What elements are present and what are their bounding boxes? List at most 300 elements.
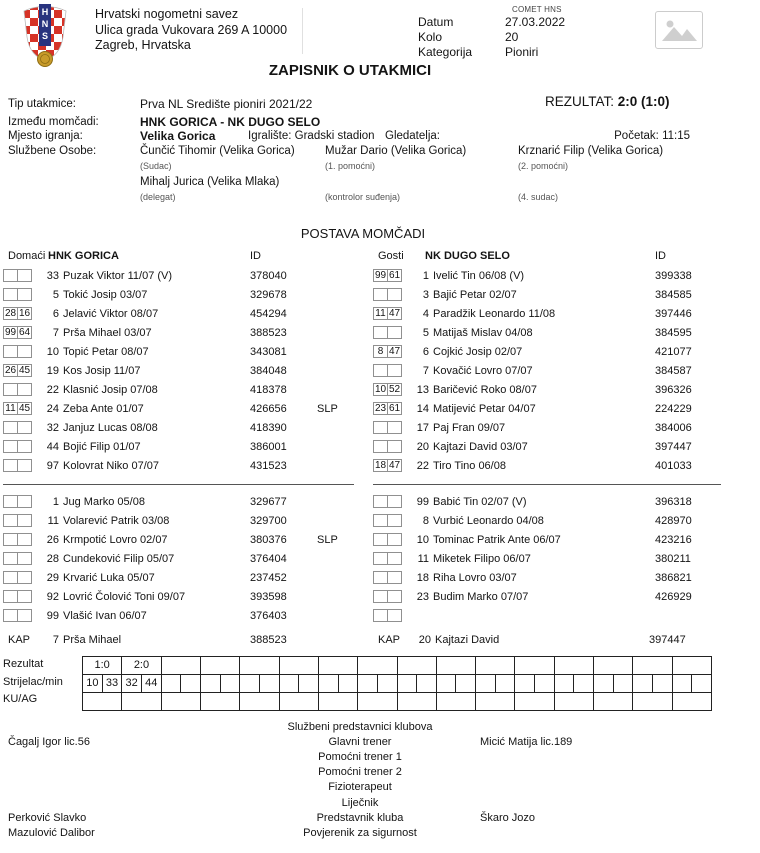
teams-label: Između momčadi: xyxy=(8,116,99,128)
captain-number: 20 xyxy=(418,633,431,646)
player-number: 5 xyxy=(52,288,59,301)
away-subs-list xyxy=(373,492,725,625)
player-row xyxy=(373,285,725,304)
player-name: Krmpotić Lovro 02/07 xyxy=(63,533,168,546)
scorer-number xyxy=(240,675,260,692)
scorer-minute-cell xyxy=(162,675,200,693)
player-id: 376403 xyxy=(250,609,287,622)
player-number: 22 xyxy=(46,383,59,396)
score-column xyxy=(594,657,633,710)
sub-box: 28 xyxy=(4,308,17,319)
sub-minute-boxes xyxy=(373,533,407,546)
scorer-minute xyxy=(260,675,279,692)
scorer-number xyxy=(555,675,575,692)
player-row xyxy=(373,549,725,568)
sub-box: 52 xyxy=(388,384,401,395)
scorer-number xyxy=(673,675,693,692)
player-id: 386001 xyxy=(250,440,287,453)
scorer-minute-cell xyxy=(515,675,553,693)
player-id: 384006 xyxy=(655,421,692,434)
result-cell xyxy=(201,657,239,675)
sub-minute-boxes xyxy=(3,345,37,358)
kuag-cell xyxy=(398,693,436,710)
player-row xyxy=(3,418,358,437)
datum-value: 27.03.2022 xyxy=(505,15,566,29)
kuag-cell xyxy=(633,693,671,710)
sub-box xyxy=(373,590,388,603)
away-side-label: Gosti xyxy=(378,250,404,262)
player-id: 380376 xyxy=(250,533,287,546)
player-name: Riha Lovro 03/07 xyxy=(433,571,517,584)
player-number: 33 xyxy=(46,269,59,282)
player-row xyxy=(373,587,725,606)
scorer-minute xyxy=(496,675,515,692)
player-id: 399338 xyxy=(655,269,692,282)
result-cell xyxy=(398,657,436,675)
player-row xyxy=(3,568,358,587)
player-row xyxy=(373,606,725,625)
scorer-minute xyxy=(417,675,436,692)
away-team-name: NK DUGO SELO xyxy=(425,250,510,262)
player-name: Bojić Filip 01/07 xyxy=(63,440,141,453)
player-id: 418390 xyxy=(250,421,287,434)
score-progress-table xyxy=(82,656,712,711)
rep-row xyxy=(0,765,728,780)
player-number: 29 xyxy=(46,571,59,584)
player-name: Topić Petar 08/07 xyxy=(63,345,149,358)
player-id: 418378 xyxy=(250,383,287,396)
scorer-minute xyxy=(181,675,200,692)
scorer-minute-cell xyxy=(594,675,632,693)
scorer-number xyxy=(437,675,457,692)
player-row xyxy=(373,323,725,342)
scorer-minute-cell xyxy=(398,675,436,693)
official-role: (delegat) xyxy=(140,192,176,202)
player-id: 423216 xyxy=(655,533,692,546)
sub-box xyxy=(387,364,402,377)
sub-box xyxy=(3,590,18,603)
sub-minute-boxes xyxy=(3,421,37,434)
player-id: 388523 xyxy=(250,326,287,339)
photo-icon xyxy=(659,15,699,45)
reps-title-row xyxy=(0,719,728,734)
player-row xyxy=(373,361,725,380)
player-row xyxy=(373,511,725,530)
player-id: 401033 xyxy=(655,459,692,472)
sub-box xyxy=(17,571,32,584)
player-row xyxy=(3,304,358,323)
player-name: Zeba Ante 01/07 xyxy=(63,402,144,415)
result-cell xyxy=(633,657,671,675)
sub-minute-boxes xyxy=(3,533,37,546)
sub-box: 11 xyxy=(3,402,18,415)
away-rep-name: Škaro Jozo xyxy=(480,811,536,824)
sub-box xyxy=(17,345,32,358)
rezultat-label: REZULTAT: xyxy=(545,94,615,109)
scorer-minute xyxy=(456,675,475,692)
scorer-minute xyxy=(653,675,672,692)
sub-box xyxy=(3,421,18,434)
result-cell xyxy=(162,657,200,675)
mjesto-label: Mjesto igranja: xyxy=(8,130,83,142)
player-row xyxy=(373,418,725,437)
sub-minute-boxes xyxy=(373,571,407,584)
player-name: Vlašić Ivan 06/07 xyxy=(63,609,147,622)
player-name: Kovačić Lovro 07/07 xyxy=(433,364,533,377)
official-role: (kontrolor suđenja) xyxy=(325,192,401,202)
player-row xyxy=(373,266,725,285)
kuag-cell xyxy=(555,693,593,710)
captain-label: KAP xyxy=(8,633,31,646)
sub-minute-boxes xyxy=(373,459,407,472)
scorer-number xyxy=(398,675,418,692)
player-row xyxy=(3,323,358,342)
sub-box xyxy=(3,552,18,565)
player-name: Puzak Viktor 11/07 (V) xyxy=(63,269,173,282)
svg-text:S: S xyxy=(41,31,49,41)
away-team-column xyxy=(373,246,725,649)
kuag-row-label: KU/AG xyxy=(3,693,38,705)
player-row xyxy=(373,437,725,456)
player-name: Miketek Filipo 06/07 xyxy=(433,552,531,565)
player-number: 17 xyxy=(416,421,429,434)
player-name: Ivelić Tin 06/08 (V) xyxy=(433,269,525,282)
sub-minute-boxes xyxy=(3,364,37,377)
rezultat-line xyxy=(545,94,670,109)
sub-minute-boxes xyxy=(3,552,37,565)
player-name: Jug Marko 05/08 xyxy=(63,495,145,508)
player-id: 426656 xyxy=(250,402,287,415)
sub-box xyxy=(373,440,388,453)
sub-box xyxy=(17,440,32,453)
score-column xyxy=(398,657,437,710)
player-name: Bajić Petar 02/07 xyxy=(433,288,517,301)
scorer-minute-cell xyxy=(319,675,357,693)
home-column-header xyxy=(3,246,358,266)
sub-minute-boxes xyxy=(373,590,407,603)
comet-hns-label: COMET HNS xyxy=(512,5,562,14)
org-address-line1: Ulica grada Vukovara 269 A 10000 xyxy=(95,22,288,37)
scorer-number xyxy=(358,675,378,692)
sub-box xyxy=(373,552,388,565)
player-number: 92 xyxy=(46,590,59,603)
sub-minute-boxes xyxy=(373,609,407,622)
sub-box xyxy=(387,571,402,584)
sub-minute-boxes xyxy=(373,421,407,434)
kuag-cell xyxy=(437,693,475,710)
result-cell xyxy=(319,657,357,675)
player-row xyxy=(3,456,358,475)
rep-role: Glavni trener xyxy=(328,735,392,748)
sub-box xyxy=(373,533,388,546)
player-name: Babić Tin 02/07 (V) xyxy=(433,495,527,508)
hns-crest-logo xyxy=(14,2,76,70)
result-cell xyxy=(240,657,278,675)
rep-role: Pomoćni trener 1 xyxy=(318,750,402,763)
sub-box: 45 xyxy=(18,403,31,414)
sub-box xyxy=(373,421,388,434)
player-row xyxy=(3,606,358,625)
sub-minute-boxes xyxy=(373,345,407,358)
sub-box xyxy=(17,459,32,472)
player-name: Lovrić Čolović Toni 09/07 xyxy=(63,590,186,603)
sub-minute-boxes xyxy=(3,609,37,622)
sub-box xyxy=(387,440,402,453)
player-id: 376404 xyxy=(250,552,287,565)
player-number: 99 xyxy=(46,609,59,622)
sub-minute-boxes xyxy=(373,269,407,282)
rezultat-value: 2:0 (1:0) xyxy=(617,94,670,109)
kuag-cell xyxy=(515,693,553,710)
sub-minute-boxes xyxy=(373,307,407,320)
sub-box xyxy=(3,288,18,301)
sub-box xyxy=(387,288,402,301)
sub-minute-boxes xyxy=(3,288,37,301)
scorer-number xyxy=(201,675,221,692)
sub-box xyxy=(17,590,32,603)
captain-label: KAP xyxy=(378,633,401,646)
player-number: 26 xyxy=(46,533,59,546)
sub-box xyxy=(387,609,402,622)
player-row xyxy=(373,342,725,361)
player-name: Vurbić Leonardo 04/08 xyxy=(433,514,544,527)
scorer-minute xyxy=(574,675,593,692)
rep-row xyxy=(0,749,728,764)
player-row xyxy=(3,342,358,361)
home-rep-name: Čagalj Igor lic.56 xyxy=(8,735,90,748)
result-cell xyxy=(280,657,318,675)
player-row xyxy=(373,399,725,418)
igraliste-value: Igralište: Gradski stadion xyxy=(248,130,375,142)
sub-minute-boxes xyxy=(3,307,37,320)
home-side-label: Domaći xyxy=(8,250,46,262)
sub-box xyxy=(373,514,388,527)
score-column xyxy=(201,657,240,710)
player-number: 99 xyxy=(416,495,429,508)
home-id-header: ID xyxy=(250,250,261,262)
home-team-column xyxy=(3,246,358,649)
scorer-minute-cell xyxy=(201,675,239,693)
score-column xyxy=(83,657,122,710)
scorer-minute-cell xyxy=(555,675,593,693)
sub-minute-boxes xyxy=(3,326,37,339)
player-row xyxy=(3,530,358,549)
score-column xyxy=(358,657,397,710)
player-name: Cundeković Filip 05/07 xyxy=(63,552,175,565)
player-number: 23 xyxy=(416,590,429,603)
result-cell: 1:0 xyxy=(83,657,121,675)
score-column xyxy=(280,657,319,710)
header-divider xyxy=(302,8,303,54)
score-column xyxy=(437,657,476,710)
player-number: 18 xyxy=(416,571,429,584)
rep-role: Predstavnik kluba xyxy=(316,811,404,824)
org-address-line2: Zagreb, Hrvatska xyxy=(95,38,191,52)
rep-row xyxy=(0,795,728,810)
score-column xyxy=(673,657,711,710)
player-number: 7 xyxy=(52,326,59,339)
player-name: Tiro Tino 06/08 xyxy=(433,459,506,472)
home-team-name: HNK GORICA xyxy=(48,250,119,262)
score-column xyxy=(240,657,279,710)
scorer-number xyxy=(476,675,496,692)
scorer-minute-cell xyxy=(437,675,475,693)
score-column xyxy=(162,657,201,710)
sub-minute-boxes xyxy=(373,552,407,565)
sub-box: 16 xyxy=(18,308,31,319)
player-number: 1 xyxy=(422,269,429,282)
sub-box xyxy=(3,459,18,472)
player-row xyxy=(373,456,725,475)
scorer-number xyxy=(280,675,300,692)
sub-minute-boxes xyxy=(3,514,37,527)
player-name: Kajtazi David 03/07 xyxy=(433,440,528,453)
sub-box: 99 xyxy=(374,270,387,281)
result-cell xyxy=(437,657,475,675)
sub-box xyxy=(3,269,18,282)
sub-box xyxy=(387,326,402,339)
player-id: 454294 xyxy=(250,307,287,320)
player-row xyxy=(373,530,725,549)
home-rep-name: Mazulović Dalibor xyxy=(8,826,95,839)
player-id: 428970 xyxy=(655,514,692,527)
scorer-minute xyxy=(299,675,318,692)
player-name: Volarević Patrik 03/08 xyxy=(63,514,170,527)
score-column xyxy=(319,657,358,710)
sub-box xyxy=(17,514,32,527)
rep-role: Pomoćni trener 2 xyxy=(318,766,402,779)
scorer-minute: 33 xyxy=(105,677,119,689)
sub-box xyxy=(387,514,402,527)
sub-minute-boxes xyxy=(373,326,407,339)
report-title: ZAPISNIK O UTAKMICI xyxy=(268,62,432,79)
player-number: 3 xyxy=(422,288,429,301)
captain-id: 388523 xyxy=(250,633,287,646)
rep-role: Liječnik xyxy=(341,796,379,809)
score-column xyxy=(476,657,515,710)
sub-box xyxy=(387,421,402,434)
sub-minute-boxes xyxy=(373,364,407,377)
player-id: 426929 xyxy=(655,590,692,603)
player-row xyxy=(3,380,358,399)
svg-text:N: N xyxy=(41,19,49,29)
kategorija-label: Kategorija xyxy=(418,45,473,60)
player-row xyxy=(3,492,358,511)
scorer-minute-cell xyxy=(633,675,671,693)
result-cell xyxy=(594,657,632,675)
kolo-value: 20 xyxy=(505,30,519,45)
player-row xyxy=(3,361,358,380)
sub-box: 64 xyxy=(18,327,31,338)
player-id: 384048 xyxy=(250,364,287,377)
sub-minute-boxes xyxy=(373,288,407,301)
player-number: 32 xyxy=(46,421,59,434)
scorer-number xyxy=(594,675,614,692)
sub-box xyxy=(387,590,402,603)
scorer-number: 10 xyxy=(83,675,103,692)
player-name: Budim Marko 07/07 xyxy=(433,590,529,603)
scorer-number xyxy=(515,675,535,692)
kuag-cell xyxy=(358,693,396,710)
official-role: (1. pomoćni) xyxy=(325,161,376,171)
captain-name: Prša Mihael xyxy=(63,633,122,646)
player-id: 329700 xyxy=(250,514,287,527)
player-id: 396318 xyxy=(655,495,692,508)
player-id: 378040 xyxy=(250,269,287,282)
rep-row xyxy=(0,825,728,840)
sub-box: 61 xyxy=(388,270,401,281)
player-name: Prša Mihael 03/07 xyxy=(63,326,152,339)
scorer-minute xyxy=(339,675,358,692)
sub-box: 26 xyxy=(4,365,17,376)
sub-minute-boxes xyxy=(373,402,407,415)
player-id: 380211 xyxy=(655,552,691,565)
kuag-cell xyxy=(319,693,357,710)
sub-box: 47 xyxy=(388,346,401,357)
player-name: Krvarić Luka 05/07 xyxy=(63,571,155,584)
sub-box xyxy=(373,288,388,301)
player-row xyxy=(3,266,358,285)
kuag-cell xyxy=(201,693,239,710)
player-id: 431523 xyxy=(250,459,287,472)
player-name: Kos Josip 11/07 xyxy=(63,364,141,377)
sub-box: 61 xyxy=(388,403,401,414)
player-name: Paradžik Leonardo 11/08 xyxy=(433,307,556,320)
player-number: 6 xyxy=(422,345,429,358)
sub-box xyxy=(3,609,18,622)
kuag-cell xyxy=(162,693,200,710)
sub-minute-boxes xyxy=(373,440,407,453)
scorer-minute-cell xyxy=(358,675,396,693)
kuag-cell xyxy=(673,693,711,710)
captain-number: 7 xyxy=(52,633,59,646)
player-name: Jelavić Viktor 08/07 xyxy=(63,307,159,320)
captain-row xyxy=(373,630,725,649)
scorer-minute xyxy=(535,675,554,692)
player-id: 237452 xyxy=(250,571,287,584)
kuag-cell xyxy=(280,693,318,710)
score-column xyxy=(633,657,672,710)
player-note: SLP xyxy=(317,402,338,415)
result-cell xyxy=(515,657,553,675)
player-number: 14 xyxy=(416,402,429,415)
sub-minute-boxes xyxy=(3,459,37,472)
kolo-label: Kolo xyxy=(418,30,443,45)
captain-id: 397447 xyxy=(649,633,686,646)
player-id: 343081 xyxy=(250,345,287,358)
player-number: 7 xyxy=(422,364,429,377)
player-number: 44 xyxy=(46,440,59,453)
sub-box: 47 xyxy=(388,308,401,319)
player-number: 8 xyxy=(422,514,429,527)
mjesto-value: Velika Gorica xyxy=(140,129,216,143)
player-number: 24 xyxy=(46,402,59,415)
gledatelja-label: Gledatelja: xyxy=(385,130,440,142)
sub-box xyxy=(17,495,32,508)
sub-box xyxy=(3,383,18,396)
player-number: 11 xyxy=(417,552,429,565)
kategorija-value: Pioniri xyxy=(505,45,539,60)
teams-value: HNK GORICA - NK DUGO SELO xyxy=(140,115,321,129)
score-column xyxy=(555,657,594,710)
sub-box xyxy=(17,552,32,565)
sub-box xyxy=(3,571,18,584)
result-cell xyxy=(476,657,514,675)
player-name: Baričević Roko 08/07 xyxy=(433,383,537,396)
player-id: 329678 xyxy=(250,288,287,301)
kuag-cell xyxy=(594,693,632,710)
player-id: 386821 xyxy=(655,571,692,584)
